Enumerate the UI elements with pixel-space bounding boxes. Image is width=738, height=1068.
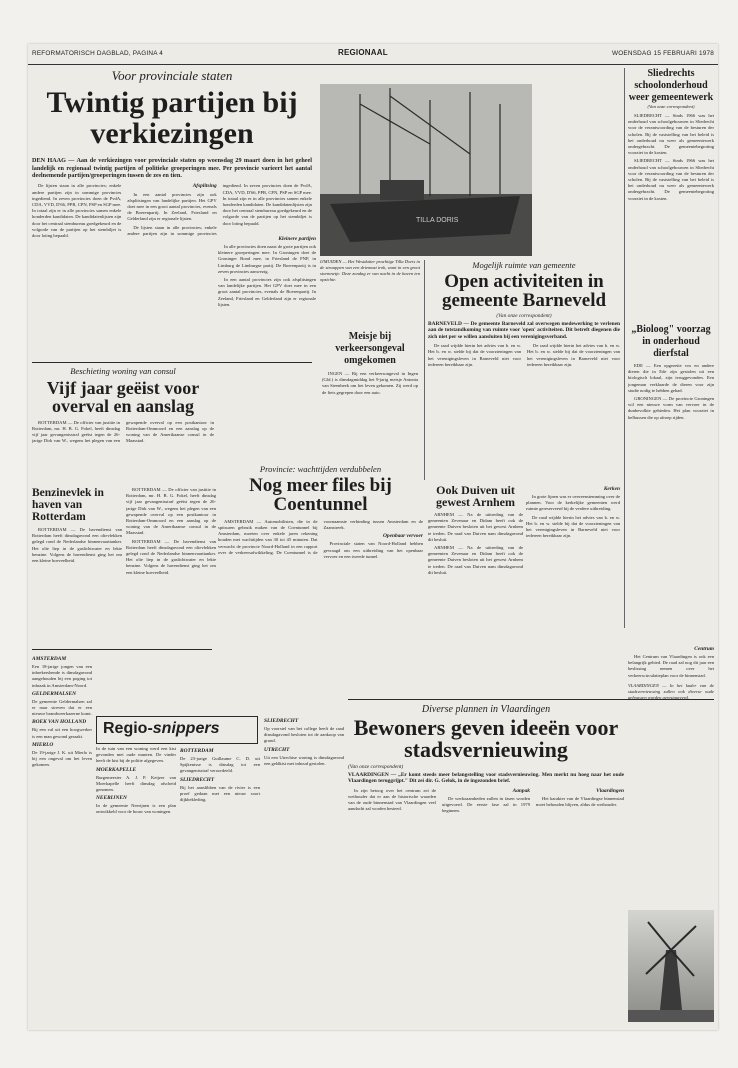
headline: Vijf jaar geëist voor overval en aanslag bbox=[46, 378, 200, 417]
subhead: Centrum bbox=[694, 646, 714, 652]
regio-column-3: ROTTERDAM De 23-jarige Guillaume C. D. uit Spijkenisse is dinsdag tot een gevangenisstraf veroordeeld. SLIEDRECHT Bij het aanslibben van de rivier is een proef gedaan met een nieuw soort dijkbekleding. bbox=[180, 748, 260, 803]
article-kerken bbox=[526, 484, 620, 694]
lead-paragraph: BARNEVELD — De gemeente Barneveld zal overwegen medewerking te verlenen aan de totstandkoming van ruimte voor 'open' activiteiten. Dit betreft diegenen die zich niet per se willen aansluiten bij een verenigingsverband. bbox=[428, 320, 620, 340]
article-benzinevlek bbox=[32, 487, 122, 647]
article-body: EDE — Een opgezette vos en andere dieren die in Ede zijn gestolen uit een biologisch lokaal, zijn teruggevonden. Een jongeman verklaarde de dieren voor zijn studie nodig te hebben gehad. GRONINGEN — De provincie Groningen wil een nieuwe vorm van vervoer in de dunbevolkte gebieden. Het plan voorziet in belbussen die op afroep rijden. bbox=[628, 363, 714, 420]
headline: Nog meer files bij Coentunnel bbox=[249, 475, 392, 516]
article-body: ROTTERDAM — De officier van justitie in Rotterdam, mr. H. B. G. Fokel, heeft dinsdag vijf jaar gevangenisstraf geëist tegen de 26-jarige Dirk van W., wegens het plegen van een gewapende overval op een postkantoor in Rotterdam-Ommoord en een aanslag op de woning van de Amerikaanse consul in de Maasstad. bbox=[32, 419, 214, 444]
kicker: Diverse plannen in Vlaardingen bbox=[421, 704, 551, 715]
newspaper-page bbox=[28, 44, 718, 1030]
headline: „Bioloog" voorzag in onderhoud dierfstal bbox=[631, 324, 711, 359]
regio-snippers-banner: Regio-snippers bbox=[96, 716, 258, 744]
regio-column-4: SLIEDRECHT Op voorstel van het college heeft de raad dinsdagavond besloten tot de aankoop van grond. UTRECHT Uit een Utrechtse woning is dinsdagavond een geldkist met inhoud gestolen. bbox=[264, 718, 344, 766]
headline: Sliedrechts schoolonderhoud weer gemeentewerk bbox=[628, 68, 714, 103]
article-body: ARNHEM — Na de uittreding van de gemeenten Zevenaar en Didam heeft ook de gemeente Duiven besloten uit het gewest Arnhem te treden. De raad van Duiven nam dinsdagavond dit besluit. ARNHEM — Na de uittreding van de gemeenten Zevenaar en Didam heeft ook de gemeente Duiven besloten uit het gewest Arnhem te treden. De raad van Duiven nam dinsdagavond dit besluit. bbox=[428, 512, 523, 575]
subhead: Openbaar vervoer bbox=[383, 533, 423, 540]
header-left: REFORMATORISCH DAGBLAD, PAGINA 4 bbox=[32, 50, 164, 57]
article-body: ROTTERDAM — De officier van justitie in Rotterdam, mr. H. B. G. Fokel, heeft dinsdag vijf jaar gevangenisstraf geëist tegen de 26-jarige Dirk van W., wegens het plegen van een gewapende overval op een postkantoor in Rotterdam-Ommoord en een aanslag op de woning van de Amerikaanse consul in de Maasstad. ROTTERDAM — De havendienst van Rotterdam heeft dinsdagavond een olievlekken gelegd rond de Nederlandse binnenvaarttanker. Het olie liep in de gaslichtwater en lekte benzine. Volgens de havendienst ging het om een kleine hoeveelheid. bbox=[126, 487, 216, 575]
article-duiven bbox=[428, 484, 523, 694]
article-body: In zijn betoog over het centrum zei de wethouder dat er aan de historische waarden van de oude binnenstad van Vlaardingen veel aandacht zal worden besteed. Aanpak De werkzaamheden zullen in fasen worden uitgevoerd. De eerste fase zal in 1979 beginnen. Vlaardingen Het karakter van de Vlaardingse binnenstad moet behouden blijven, aldus de wethouder. bbox=[348, 787, 624, 814]
article-kleinere-partijen bbox=[218, 234, 316, 434]
page-header bbox=[28, 44, 718, 65]
photo-caption: IJMUIDEN — Het Westduiter prachtige Tilla Doris in de straappen van een driemast trok, want in een groot stormnetje. Deze zondag er van nacht in de haven ten opzichte. bbox=[320, 259, 420, 282]
article-barneveld bbox=[428, 260, 620, 480]
article-body: AMSTERDAM — Automobilisten, die in de spitsuren gebruik maken van de Coentunnel bij Amsterdam, moeten over enkele jaren rekening houden met wachttijden van 30 tot 45 minuten. Dat verwacht de provincie Noord-Holland in een rapport over de verkeersafwikkeling. De Coentunnel is de voornaamste verbinding tussen Amsterdam en de Zaanstreek. Openbaar vervoer Provinciale staten van Noord-Holland hebben gevraagd om een uitbreiding van het openbaar vervoer en een tweede tunnel. bbox=[218, 518, 423, 559]
subhead: Kerken bbox=[603, 486, 620, 492]
kicker: Beschieting woning van consul bbox=[70, 366, 176, 376]
photo-windmill bbox=[628, 910, 714, 1022]
kicker: Voor provinciale staten bbox=[111, 68, 233, 83]
windmill-image bbox=[628, 910, 714, 1022]
article-sliedrechts bbox=[628, 68, 714, 318]
article-body: In grote lijnen was er overeenstemming over de plannen. Voor de kerkelijke gemeenten werd ruimte gereserveerd bij de verdere uitbreiding. De raad wijdde hierin het advies van b. en w. Het b. en w. stelde bij dat de voorzieningen van het verenigingsleven in Barneveld niet voor iedereen bereikbaar zijn. bbox=[526, 494, 620, 539]
article-body: SLIEDRECHT — Sinds 1966 was het onderhoud van schoolgebouwen in Sliedrecht voor de verantwoording van de besturen der scholen. Bij de vaststelling van het beleid is het onderhoud nu weer als gemeentewerk ondergebracht. De gemeentebegroting voorziet in de kosten. SLIEDRECHT — Sinds 1966 was het onderhoud van schoolgebouwen in Sliedrecht voor de verantwoording van de besturen der scholen. Bij de vaststelling van het beleid is het onderhoud nu weer als gemeentewerk ondergebracht. De gemeentebegroting voorziet in de kosten. bbox=[628, 113, 714, 201]
article-bioloog bbox=[628, 324, 714, 624]
header-date: WOENSDAG 15 FEBRUARI 1978 bbox=[612, 50, 714, 57]
ship-image bbox=[320, 84, 532, 256]
divider bbox=[424, 260, 425, 480]
article-centrum bbox=[628, 644, 714, 904]
regio-column-2: In de tuin van een woning werd een kist gevonden met oude munten. De vinder heeft de kist bij de politie afgegeven. MOERKAPELLE Burgemeester A. J. P. Keijzer van Moerkapelle heeft dinsdag afscheid genomen. NEERIJNEN In de gemeente Neerijnen is een plan ontwikkeld voor de bouw van woningen. bbox=[96, 746, 176, 815]
headline: Twintig partijen bij verkiezingen bbox=[46, 86, 298, 150]
lead-paragraph: VLAARDINGEN — „Er komt steeds meer belangstelling voor stadsvernieuwing. Men merkt nu hoeg naar het oude Vlaardingen teruggrijpt." Dit zei dir. G. Gelok, in de ingezonden brief. bbox=[348, 771, 624, 785]
article-consul-continued bbox=[126, 487, 216, 647]
boat-name: TILLA DORIS bbox=[416, 217, 459, 224]
article-body: Het Centrum van Vlaardingen is ook een belangrijk gebied. De raad zal nog dit jaar een beslissing nemen over het verkeerscirculatieplan voor de binnenstad. bbox=[628, 654, 714, 678]
article-coentunnel bbox=[218, 464, 423, 714]
headline: Open activiteiten in gemeente Barneveld bbox=[441, 271, 607, 312]
article-body: ROTTERDAM — De havendienst van Rotterdam heeft dinsdagavond een olievlekken gelegd rond de Nederlandse binnenvaarttanker. Het olie liep in de gaslichtwater en lekte benzine. Volgens de havendienst ging het om een kleine hoeveelheid. bbox=[32, 527, 122, 564]
headline: Meisje bij verkeersongeval omgekomen bbox=[335, 331, 405, 366]
article-meisje bbox=[322, 331, 418, 456]
subhead: Afsplitsing bbox=[192, 183, 217, 190]
kicker: Provincie: wachttijden verdubbelen bbox=[259, 464, 382, 474]
byline: (Van onze correspondent) bbox=[496, 312, 552, 319]
byline: (Van onze correspondent) bbox=[647, 104, 695, 109]
divider bbox=[32, 649, 212, 650]
headline: Ook Duiven uit gewest Arnhem bbox=[436, 484, 515, 509]
article-consul bbox=[32, 366, 214, 481]
divider bbox=[624, 68, 625, 628]
photo-caption: VLAARDINGEN — In het kader van de stadsvernieuwing zullen ook diverse oude gebouwen worden gerestaureerd. bbox=[628, 682, 714, 700]
lead-paragraph: DEN HAAG — Aan de verkiezingen voor provinciale staten op woensdag 29 maart doen in het geheel landelijk en regionaal twintig partijen of politieke groeperingen mee. Per provincie varieert het aantal deelnemende partijen/groeperingen tussen de zes en tien. bbox=[32, 157, 312, 179]
divider bbox=[32, 362, 312, 363]
photo-ship bbox=[320, 84, 532, 256]
article-body: De raad wijdde hierin het advies van b. en w. Het b. en w. stelde bij dat de voorzieningen van het verenigingsleven in Barneveld niet voor iedereen bereikbaar zijn. De raad wijdde hierin het advies van b. en w. Het b. en w. stelde bij dat de voorzieningen van het verenigingsleven in Barneveld niet voor iedereen bereikbaar zijn. bbox=[428, 343, 620, 367]
headline: Bewoners geven ideeën voor stadsvernieuwing bbox=[353, 715, 619, 763]
headline: Benzinevlek in haven van Rotterdam bbox=[32, 487, 104, 523]
header-section: REGIONAAL bbox=[338, 48, 388, 57]
byline: (Van onze correspondent) bbox=[348, 763, 404, 770]
article-vlaardingen bbox=[348, 704, 624, 1024]
subhead: Kleinere partijen bbox=[278, 236, 316, 242]
regio-column-1: AMSTERDAM Een 18-jarige jongen van een inbrekersbende is dinsdagavond aangehouden bij een poging tot inbraak in Amsterdam-Noord. GELDERMALSEN De gemeente Geldermalsen zal er naar streven dat er een nieuwe brandweerkazerne komt. BOEK VAN HOLLAND Bij een val uit een hoogwerker is een man gewond geraakt. MIERLO De 19-jarige J. K. uit Mierlo is bij een ongeval om het leven gekomen. bbox=[32, 656, 92, 768]
article-body: In alle provincies doen naast de grote partijen ook kleinere groeperingen mee. In Groningen doet de Groninger Bond mee, in Friesland de FNP, in Limburg de Limburgse partij. De Boerenpartij is in zeven provincies aanwezig. In een aantal provincies zijn ook afsplitsingen van landelijke partijen. Het GPV doet mee in een groot aantal provincies, evenals de Boerenpartij. In Zeeland, Friesland en Gelderland zijn er regionale lijsten. bbox=[218, 244, 316, 307]
article-body: INGEN — Bij een verkeersongeval in Ingen (Gld.) is dinsdagmiddag het 9-jarig meisje Antonia van Steenbeek om het leven gekomen. Zij werd op de fiets gegrepen door een auto. bbox=[322, 371, 418, 395]
article-body: De lijsten staan in alle provincies; enkele andere partijen zijn in sommige provincies ingediend. In zeven provincies doen de PvdA, CDA, VVD, D'66, PPR, CPN, PSP en SGP mee. In totaal zijn er in alle provincies samen enkele honderden kandidaten. De kandidatenlijsten zijn door het centraal stembureau goedgekeurd en de volgorde van de partijen op het stembiljet is door loting bepaald. Afsplitsing In een aantal provincies zijn ook afsplitsingen van landelijke partijen. Het GPV doet mee in een groot aantal provincies, evenals de Boerenpartij. In Zeeland, Friesland en Gelderland zijn er regionale lijsten. De lijsten staan in alle provincies; enkele andere partijen zijn in sommige provincies ingediend. In zeven provincies doen de PvdA, CDA, VVD, D'66, PPR, CPN, PSP en SGP mee. In totaal zijn er in alle provincies samen enkele honderden kandidaten. De kandidatenlijsten zijn door het centraal stembureau goedgekeurd en de volgorde van de partijen op het stembiljet is door loting bepaald. bbox=[32, 183, 312, 239]
kicker: Mogelijk ruimte van gemeente bbox=[472, 260, 576, 270]
